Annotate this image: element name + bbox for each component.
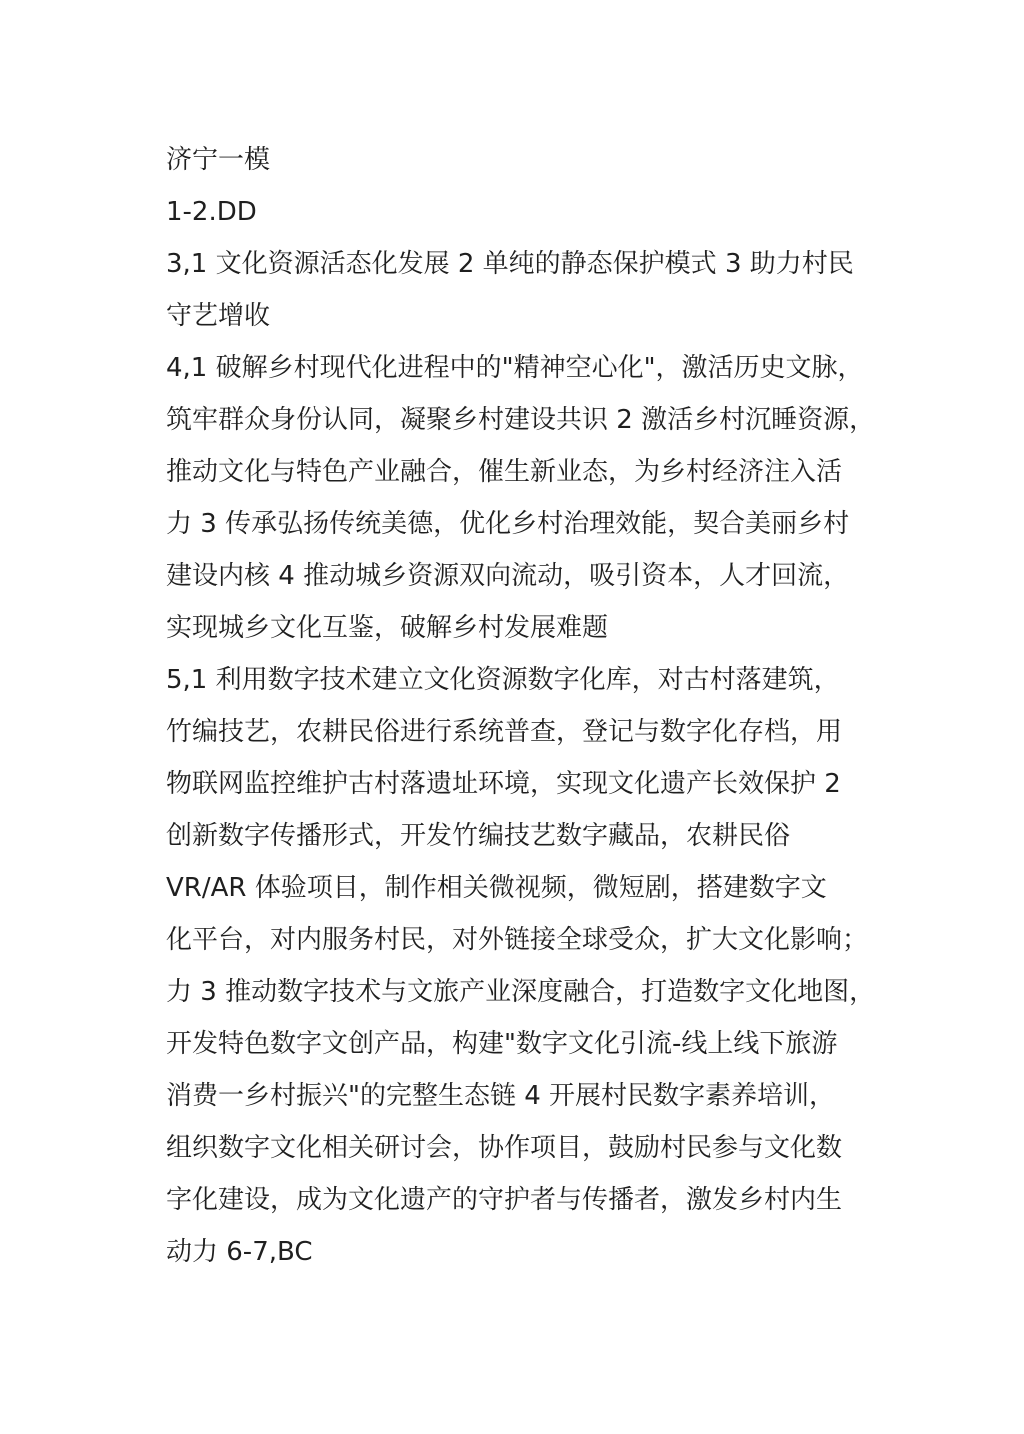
answer-line: 3,1 文化资源活态化发展 2 单纯的静态保护模式 3 助力村民 (166, 249, 854, 279)
answer-line: 开发特色数字文创产品，构建"数字文化引流-线上线下旅游 (166, 1029, 838, 1059)
answer-line: 组织数字文化相关研讨会，协作项目，鼓励村民参与文化数 (166, 1133, 843, 1163)
answer-line: 力 3 推动数字技术与文旅产业深度融合，打造数字文化地图， (166, 977, 876, 1007)
answer-line: 5,1 利用数字技术建立文化资源数字化库，对古村落建筑， (166, 665, 840, 695)
answer-line: VR/AR 体验项目，制作相关微视频，微短剧，搭建数字文 (166, 873, 827, 903)
answer-line: 物联网监控维护古村落遗址环境，实现文化遗产长效保护 2 (166, 769, 841, 799)
answer-line: 动力 6-7,BC (166, 1237, 313, 1267)
document-title: 济宁一模 (166, 145, 271, 175)
answer-line: 力 3 传承弘扬传统美德，优化乡村治理效能，契合美丽乡村 (166, 509, 850, 539)
answer-line: 化平台，对内服务村民，对外链接全球受众，扩大文化影响； (166, 925, 869, 955)
answer-line: 筑牢群众身份认同，凝聚乡村建设共识 2 激活乡村沉睡资源， (166, 405, 876, 435)
answer-line: 字化建设，成为文化遗产的守护者与传播者，激发乡村内生 (166, 1185, 843, 1215)
answer-line: 实现城乡文化互鉴，破解乡村发展难题 (166, 613, 609, 643)
answer-line: 创新数字传播形式，开发竹编技艺数字藏品，农耕民俗 (166, 821, 791, 851)
answer-line: 推动文化与特色产业融合，催生新业态，为乡村经济注入活 (166, 457, 843, 487)
answer-line: 1-2.DD (166, 197, 257, 227)
answer-line: 4,1 破解乡村现代化进程中的"精神空心化"，激活历史文脉， (166, 353, 864, 383)
answer-line: 建设内核 4 推动城乡资源双向流动，吸引资本，人才回流， (166, 561, 850, 591)
answer-line: 竹编技艺，农耕民俗进行系统普查，登记与数字化存档，用 (166, 717, 843, 747)
answer-line: 消费一乡村振兴"的完整生态链 4 开展村民数字素养培训， (166, 1081, 836, 1111)
answer-line: 守艺增收 (166, 301, 271, 331)
answer-document (166, 134, 986, 1278)
